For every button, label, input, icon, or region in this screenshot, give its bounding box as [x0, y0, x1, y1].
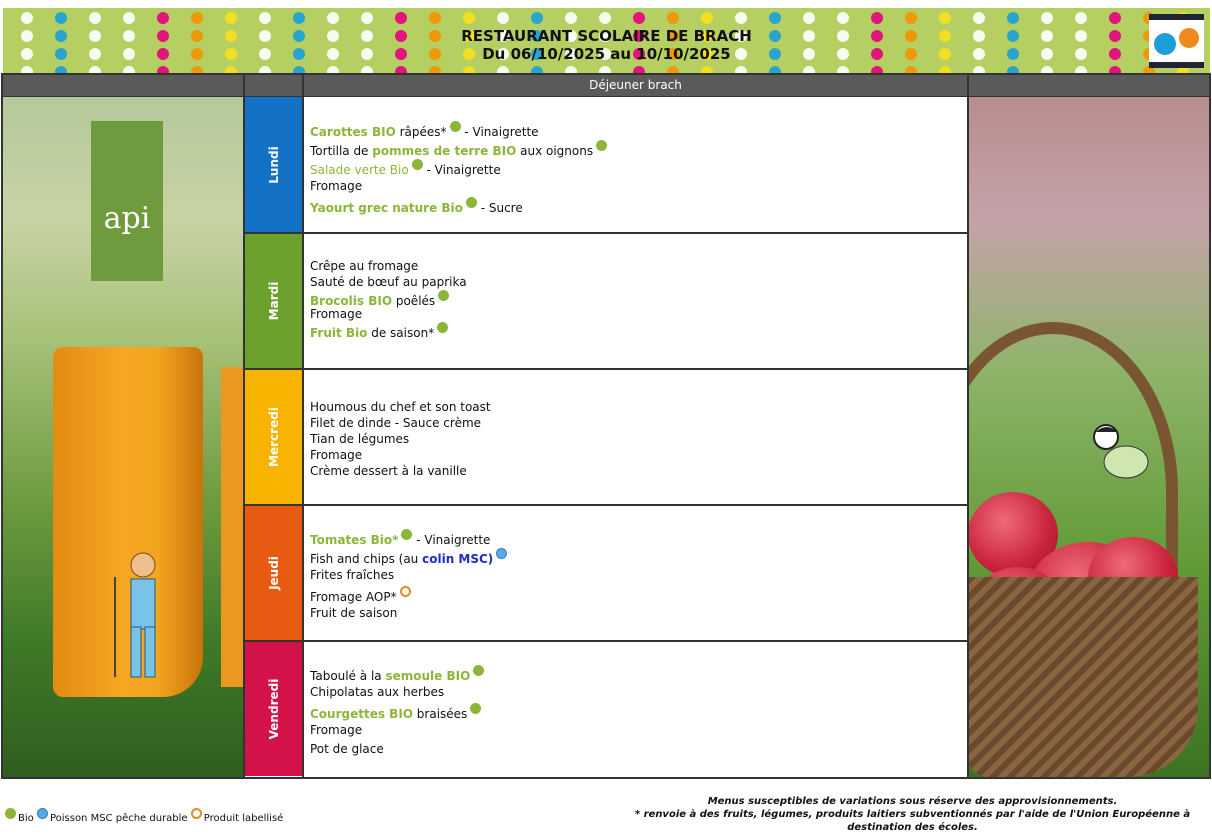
header-dot — [633, 12, 645, 24]
grid-line — [243, 73, 245, 779]
boot-photo — [3, 97, 243, 778]
menu-text: Fromage — [310, 307, 363, 321]
header-dot — [803, 12, 815, 24]
partner-logo — [1149, 14, 1204, 68]
bio-icon — [412, 159, 423, 170]
grid-line — [1, 73, 1211, 75]
menu-item — [310, 399, 960, 415]
header-dot — [463, 12, 475, 24]
header-dot — [939, 12, 951, 24]
col-header-right-empty — [969, 75, 1210, 96]
grid-line — [243, 368, 969, 370]
menu-text: Courgettes BIO — [310, 707, 413, 721]
menu-text: Houmous du chef et son toast — [310, 400, 491, 414]
grid-line — [1, 96, 1211, 97]
menu-item — [310, 567, 960, 583]
bio-icon — [450, 121, 461, 132]
menu-text: Carottes BIO — [310, 125, 396, 139]
header-dot — [837, 12, 849, 24]
day-cell-mardi — [245, 233, 302, 368]
grid-line — [1, 73, 3, 779]
menu-item — [310, 159, 960, 175]
menu-jeudi — [310, 529, 960, 621]
bio-icon — [438, 290, 449, 301]
menu-text: aux oignons — [516, 144, 594, 158]
legend-bio: Bio — [18, 813, 34, 824]
bio-icon — [596, 140, 607, 151]
menu-text: - Vinaigrette — [460, 125, 539, 139]
day-cell-lundi — [245, 97, 302, 232]
menu-text: Salade verte Bio — [310, 163, 409, 177]
header-dot — [157, 12, 169, 24]
menu-item — [310, 290, 960, 306]
menu-text: Fish and chips (au — [310, 552, 423, 566]
day-cell-jeudi — [245, 505, 302, 640]
menu-text: Crêpe au fromage — [310, 259, 419, 273]
menu-text: Tortilla de — [310, 144, 373, 158]
menu-item — [310, 741, 960, 757]
label-rosette-icon — [400, 586, 411, 597]
col-header-lunch: Déjeuner brach — [304, 75, 967, 96]
logo-blue-circle — [1154, 33, 1176, 55]
header-dot — [531, 12, 543, 24]
header-dot — [905, 12, 917, 24]
menu-text: Fromage — [310, 179, 363, 193]
menu-text: Pot de glace — [310, 742, 384, 756]
menu-text: pommes de terre BIO — [372, 144, 517, 158]
restaurant-name: RESTAURANT SCOLAIRE DE BRACH — [461, 27, 752, 45]
bio-icon — [473, 665, 484, 676]
menu-item — [310, 722, 960, 738]
page-title — [3, 27, 1210, 63]
menu-item — [310, 322, 960, 338]
header-dot — [361, 12, 373, 24]
header-dot — [735, 12, 747, 24]
header-dot — [769, 12, 781, 24]
menu-text: Frites fraîches — [310, 568, 395, 582]
grid-line — [243, 640, 969, 642]
msc-fish-icon — [37, 808, 48, 819]
footnote-line-2: * renvoie à des fruits, légumes, produits laitiers subventionnés par l'aide de l'Union Européenne à destination des écoles. — [634, 809, 1191, 833]
grid-line — [1209, 73, 1211, 779]
menu-item — [310, 684, 960, 700]
header-dot — [327, 12, 339, 24]
menu-text: - Sucre — [476, 201, 523, 215]
legend-label: Produit labellisé — [203, 813, 284, 824]
menu-item — [310, 586, 960, 602]
menu-item — [310, 665, 960, 681]
legend-msc: Poisson MSC pêche durable — [49, 813, 188, 824]
menu-item — [310, 258, 960, 274]
grid-line — [243, 504, 969, 506]
header-dot — [293, 12, 305, 24]
header-dot — [429, 12, 441, 24]
day-label: Vendredi — [266, 678, 281, 739]
footnote — [620, 795, 1205, 834]
menu-text: Filet de dinde - Sauce crème — [310, 416, 482, 430]
header-dot — [1041, 12, 1053, 24]
menu-text: Brocolis BIO — [310, 294, 393, 308]
menu-text: de saison* — [367, 326, 435, 340]
menu-item — [310, 703, 960, 719]
menu-text: Fruit Bio — [310, 326, 368, 340]
day-label: Lundi — [266, 145, 281, 184]
kid-gardener-illustration — [113, 547, 169, 687]
menu-vendredi — [310, 665, 960, 757]
menu-item — [310, 306, 960, 322]
grid-line — [243, 232, 969, 234]
menu-item — [310, 605, 960, 621]
menu-item — [310, 529, 960, 545]
header-dot — [89, 12, 101, 24]
menu-text: Taboulé à la — [310, 669, 386, 683]
menu-text: Fruit de saison — [310, 606, 398, 620]
header-dot — [123, 12, 135, 24]
header-dot — [225, 12, 237, 24]
kid-on-basket-illustration — [1086, 422, 1166, 502]
menu-text: Crème dessert à la vanille — [310, 464, 467, 478]
col-header-left-empty — [3, 75, 243, 96]
header-dot — [599, 12, 611, 24]
wicker-basket — [968, 577, 1198, 777]
menu-item — [310, 463, 960, 479]
header-dot — [973, 12, 985, 24]
bio-icon — [470, 703, 481, 714]
header-dot — [259, 12, 271, 24]
day-label: Mercredi — [266, 406, 281, 467]
menu-item — [310, 140, 960, 156]
label-rosette-icon — [191, 808, 202, 819]
menu-text: Fromage — [310, 723, 363, 737]
logo-orange-circle — [1179, 28, 1199, 48]
menu-mercredi — [310, 399, 960, 479]
menu-mardi — [310, 258, 960, 338]
header-dot — [21, 12, 33, 24]
day-label: Jeudi — [266, 555, 281, 590]
header-dot — [55, 12, 67, 24]
bio-icon — [401, 529, 412, 540]
menu-text: - Vinaigrette — [422, 163, 501, 177]
menu-header — [3, 8, 1210, 74]
header-dot — [701, 12, 713, 24]
second-boot — [221, 367, 243, 687]
menu-text: Yaourt grec nature Bio — [310, 201, 463, 215]
menu-text: Fromage AOP* — [310, 590, 397, 604]
header-dot — [1007, 12, 1019, 24]
day-label: Mardi — [266, 281, 281, 320]
header-dot — [667, 12, 679, 24]
header-dot — [1109, 12, 1121, 24]
grid-line — [1, 777, 1211, 779]
menu-item — [310, 447, 960, 463]
api-logo — [91, 121, 163, 281]
legend — [5, 808, 283, 826]
menu-item — [310, 178, 960, 194]
menu-lundi — [310, 121, 960, 213]
header-dot — [497, 12, 509, 24]
header-dot — [1075, 12, 1087, 24]
grid-line — [967, 73, 969, 779]
day-cell-mercredi — [245, 369, 302, 504]
menu-item — [310, 121, 960, 137]
menu-text: braisées — [412, 707, 468, 721]
menu-item — [310, 548, 960, 564]
apple-basket-photo — [968, 97, 1210, 778]
menu-text: Chipolatas aux herbes — [310, 685, 445, 699]
msc-fish-icon — [496, 548, 507, 559]
menu-item — [310, 274, 960, 290]
api-logo-text: api — [103, 201, 151, 236]
menu-text: - Vinaigrette — [412, 533, 491, 547]
menu-text: poêlés — [392, 294, 436, 308]
grid-line — [302, 73, 304, 779]
menu-item — [310, 415, 960, 431]
menu-item — [310, 431, 960, 447]
week-dates: Du 06/10/2025 au 10/10/2025 — [482, 45, 731, 63]
header-dot — [395, 12, 407, 24]
bio-icon — [466, 197, 477, 208]
menu-item — [310, 197, 960, 213]
menu-text: râpées* — [395, 125, 447, 139]
bio-icon — [5, 808, 16, 819]
footnote-line-1: Menus susceptibles de variations sous réserve des approvisionnements. — [707, 796, 1118, 807]
menu-text: Fromage — [310, 448, 363, 462]
menu-text: Sauté de bœuf au paprika — [310, 275, 467, 289]
header-dot — [191, 12, 203, 24]
menu-text: Tomates Bio* — [310, 533, 399, 547]
menu-text: Tian de légumes — [310, 432, 410, 446]
bio-icon — [437, 322, 448, 333]
day-cell-vendredi — [245, 641, 302, 776]
header-dot — [565, 12, 577, 24]
header-dot — [871, 12, 883, 24]
menu-text: colin MSC) — [422, 552, 494, 566]
col-header-day-empty — [245, 75, 302, 96]
menu-text: semoule BIO — [385, 669, 471, 683]
